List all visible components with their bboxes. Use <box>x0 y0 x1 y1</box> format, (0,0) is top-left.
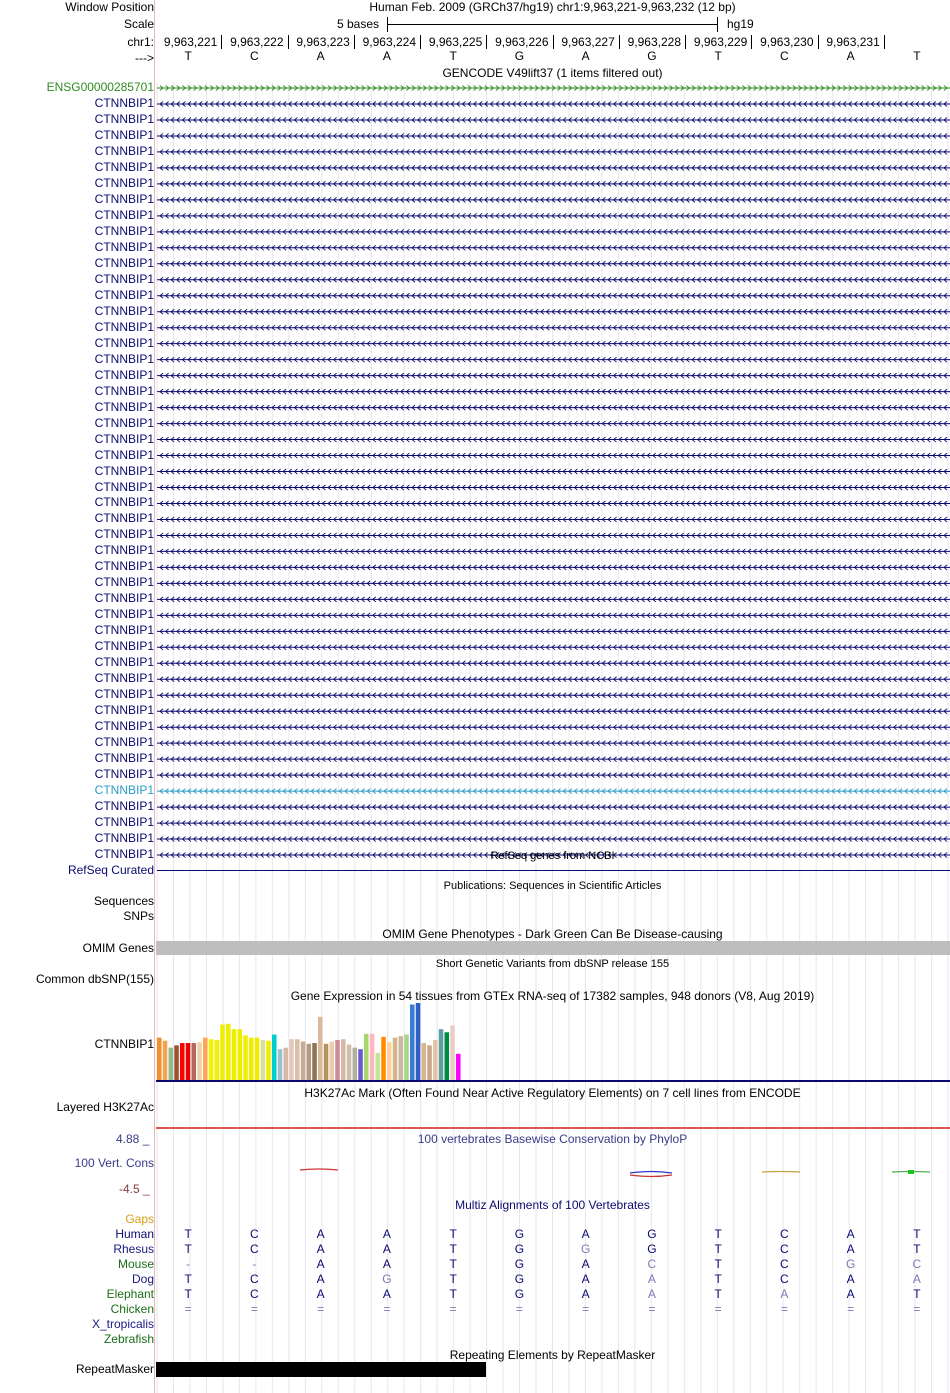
base-letter: A <box>846 49 855 63</box>
ctnnbip1-transcript-label[interactable]: CTNNBIP1 <box>94 335 154 350</box>
alignment-base: T <box>714 1242 722 1256</box>
ruler-position: 9,963,229 <box>693 35 748 49</box>
ctnnbip1-transcript-label[interactable]: CTNNBIP1 <box>94 751 154 766</box>
alignment-base: A <box>581 1287 590 1301</box>
alignment-base: A <box>581 1272 590 1286</box>
alignment-base: A <box>846 1272 855 1286</box>
species-label[interactable]: X_tropicalis <box>91 1317 154 1331</box>
chrom-label: chr1: <box>127 35 154 49</box>
base-letter: A <box>316 49 325 63</box>
h3k27ac-track-title: H3K27Ac Mark (Often Found Near Active Regulatory Elements) on 7 cell lines from ENCODE <box>304 1086 801 1100</box>
ctnnbip1-transcript-label[interactable]: CTNNBIP1 <box>94 655 154 670</box>
ctnnbip1-transcript-label-highlighted[interactable]: CTNNBIP1 <box>94 783 154 798</box>
gaps-label[interactable]: Gaps <box>125 1212 154 1226</box>
alignment-base: G <box>580 1242 591 1256</box>
ctnnbip1-transcript-label[interactable]: CTNNBIP1 <box>94 239 154 254</box>
alignment-base: T <box>913 1242 921 1256</box>
alignment-base: C <box>912 1257 922 1271</box>
ctnnbip1-transcript-label[interactable]: CTNNBIP1 <box>94 719 154 734</box>
ctnnbip1-transcript-label[interactable]: CTNNBIP1 <box>94 671 154 686</box>
repeatmasker-track-title: Repeating Elements by RepeatMasker <box>449 1348 656 1362</box>
alignment-base: T <box>913 1227 921 1241</box>
alignment-base: = <box>847 1302 855 1316</box>
dbsnp-track-title: Short Genetic Variants from dbSNP release 155 <box>435 958 670 970</box>
alignment-base: G <box>514 1272 525 1286</box>
ctnnbip1-transcript-label[interactable]: CTNNBIP1 <box>94 687 154 702</box>
ctnnbip1-transcript-label[interactable]: CTNNBIP1 <box>94 703 154 718</box>
alignment-base: G <box>514 1287 525 1301</box>
ruler-tick <box>685 35 686 49</box>
species-label[interactable]: Chicken <box>110 1302 154 1316</box>
ctnnbip1-transcript-label[interactable]: CTNNBIP1 <box>94 639 154 654</box>
alignment-base: T <box>449 1257 457 1271</box>
ctnnbip1-transcript-label[interactable]: CTNNBIP1 <box>94 447 154 462</box>
repeatmasker-label[interactable]: RepeatMasker <box>75 1362 154 1376</box>
ruler-position: 9,963,224 <box>362 35 416 49</box>
alignment-base: C <box>780 1227 789 1241</box>
alignment-base: = <box>780 1302 788 1316</box>
alignment-base: G <box>647 1242 657 1256</box>
ruler-tick <box>221 35 222 49</box>
alignment-base: T <box>714 1257 722 1271</box>
ctnnbip1-transcript-label[interactable]: CTNNBIP1 <box>94 591 154 606</box>
assembly-position-title: Human Feb. 2009 (GRCh37/hg19) chr1:9,963,221-9,963,232 (12 bp) <box>369 0 736 14</box>
alignment-base: C <box>250 1227 259 1241</box>
ctnnbip1-transcript-label[interactable]: CTNNBIP1 <box>94 399 154 414</box>
alignment-base: A <box>581 1227 590 1241</box>
ruler-tick <box>751 35 752 49</box>
species-label[interactable]: Mouse <box>117 1257 154 1271</box>
alignment-base: = <box>184 1302 192 1316</box>
ctnnbip1-transcript-label[interactable]: CTNNBIP1 <box>94 511 154 526</box>
alignment-base: = <box>449 1302 457 1316</box>
phylop-max-label: 4.88 _ <box>116 1132 150 1146</box>
ruler-tick <box>486 35 487 49</box>
scale-label: Scale <box>123 17 154 31</box>
alignment-base: A <box>647 1272 656 1286</box>
ctnnbip1-transcript-label[interactable]: CTNNBIP1 <box>94 319 154 334</box>
ctnnbip1-transcript-label[interactable]: CTNNBIP1 <box>94 735 154 750</box>
alignment-base: T <box>449 1287 457 1301</box>
ruler-position: 9,963,227 <box>561 35 615 49</box>
base-letter: G <box>514 49 525 63</box>
common-dbsnp-label[interactable]: Common dbSNP(155) <box>35 972 154 986</box>
multiz-track-title: Multiz Alignments of 100 Vertebrates <box>455 1198 650 1212</box>
alignment-base: A <box>316 1227 325 1241</box>
ctnnbip1-transcript-label[interactable]: CTNNBIP1 <box>94 415 154 430</box>
ctnnbip1-transcript-label[interactable]: CTNNBIP1 <box>94 495 154 510</box>
alignment-base: A <box>846 1227 855 1241</box>
refseq-gene-line[interactable] <box>157 870 950 871</box>
alignment-base: = <box>648 1302 656 1316</box>
alignment-base: A <box>846 1287 855 1301</box>
scale-text: 5 bases <box>337 17 380 31</box>
alignment-base: A <box>382 1257 391 1271</box>
species-label[interactable]: Rhesus <box>113 1242 154 1256</box>
alignment-base: = <box>913 1302 921 1316</box>
alignment-base: A <box>316 1287 325 1301</box>
ctnnbip1-transcript-label[interactable]: CTNNBIP1 <box>94 831 154 846</box>
alignment-base: = <box>714 1302 722 1316</box>
ctnnbip1-transcript-label[interactable]: CTNNBIP1 <box>94 111 154 126</box>
alignment-base: A <box>846 1242 855 1256</box>
alignment-base: A <box>316 1242 325 1256</box>
ruler-position: 9,963,225 <box>428 35 483 49</box>
ctnnbip1-transcript-label[interactable]: CTNNBIP1 <box>94 287 154 302</box>
base-letter: T <box>913 49 921 63</box>
ruler-position: 9,963,222 <box>230 35 284 49</box>
gtex-track-title: Gene Expression in 54 tissues from GTEx RNA-seq of 17382 samples, 948 donors (V8, Aug 2019) <box>290 989 815 1003</box>
sequences-label[interactable]: Sequences <box>93 894 154 908</box>
ruler-position: 9,963,230 <box>760 35 814 49</box>
alignment-base: T <box>913 1287 921 1301</box>
refseq-track-title: RefSeq genes from NCBI <box>490 850 615 862</box>
repeatmasker-element[interactable] <box>156 1362 486 1377</box>
ctnnbip1-transcript-label[interactable]: CTNNBIP1 <box>94 255 154 270</box>
ctnnbip1-transcript-label[interactable]: CTNNBIP1 <box>94 847 154 862</box>
omim-track-title: OMIM Gene Phenotypes - Dark Green Can Be Disease-causing <box>382 927 723 941</box>
alignment-base: T <box>449 1227 457 1241</box>
alignment-base: = <box>383 1302 391 1316</box>
alignment-base: A <box>382 1227 391 1241</box>
alignment-base: = <box>515 1302 523 1316</box>
alignment-base: = <box>317 1302 325 1316</box>
alignment-base: C <box>250 1287 259 1301</box>
alignment-base: A <box>647 1287 656 1301</box>
alignment-base: C <box>250 1272 259 1286</box>
alignment-base: = <box>582 1302 590 1316</box>
ruler-position: 9,963,228 <box>627 35 681 49</box>
ruler-tick <box>420 35 421 49</box>
species-label[interactable]: Zebrafish <box>103 1332 154 1346</box>
base-letter: C <box>780 49 789 63</box>
base-letter: A <box>581 49 590 63</box>
ctnnbip1-transcript-label[interactable]: CTNNBIP1 <box>94 543 154 558</box>
ctnnbip1-transcript-label[interactable]: CTNNBIP1 <box>94 351 154 366</box>
base-letter: G <box>647 49 657 63</box>
alignment-base: A <box>780 1287 789 1301</box>
species-label[interactable]: Elephant <box>106 1287 154 1301</box>
omim-gene-bar[interactable] <box>156 941 950 955</box>
alignment-base: - <box>252 1257 257 1271</box>
alignment-base: T <box>714 1287 722 1301</box>
scale-bar <box>387 24 718 25</box>
ctnnbip1-transcript-label[interactable]: CTNNBIP1 <box>94 127 154 142</box>
vert-cons-label[interactable]: 100 Vert. Cons <box>74 1156 154 1170</box>
alignment-base: A <box>316 1272 325 1286</box>
scale-bar-right-tick <box>717 17 718 32</box>
species-label[interactable]: Dog <box>131 1272 154 1286</box>
alignment-base: T <box>714 1272 722 1286</box>
omim-genes-label[interactable]: OMIM Genes <box>82 941 154 955</box>
ctnnbip1-transcript-label[interactable]: CTNNBIP1 <box>94 159 154 174</box>
alignment-base: G <box>647 1227 657 1241</box>
ctnnbip1-transcript-label[interactable]: CTNNBIP1 <box>94 559 154 574</box>
ruler-tick <box>884 35 885 49</box>
gtex-gene-label[interactable]: CTNNBIP1 <box>94 1037 154 1051</box>
ctnnbip1-transcript-label[interactable]: CTNNBIP1 <box>94 383 154 398</box>
alignment-base: G <box>514 1227 525 1241</box>
alignment-base: G <box>382 1272 392 1286</box>
ruler-tick <box>818 35 819 49</box>
alignment-base: T <box>184 1242 192 1256</box>
ruler-position: 9,963,223 <box>296 35 350 49</box>
ctnnbip1-transcript-label[interactable]: CTNNBIP1 <box>94 95 154 110</box>
alignment-base: T <box>449 1272 457 1286</box>
alignment-base: = <box>250 1302 258 1316</box>
base-letter: A <box>382 49 391 63</box>
alignment-base: T <box>184 1287 192 1301</box>
alignment-base: C <box>780 1257 789 1271</box>
ctnnbip1-transcript-label[interactable]: CTNNBIP1 <box>94 191 154 206</box>
phylop-min-label: -4.5 _ <box>119 1182 150 1196</box>
publications-track-title: Publications: Sequences in Scientific Articles <box>443 880 662 892</box>
ctnnbip1-transcript-label[interactable]: CTNNBIP1 <box>94 479 154 494</box>
alignment-base: G <box>514 1257 525 1271</box>
ctnnbip1-transcript-label[interactable]: CTNNBIP1 <box>94 207 154 222</box>
ctnnbip1-transcript-label[interactable]: CTNNBIP1 <box>94 575 154 590</box>
alignment-base: T <box>449 1242 457 1256</box>
ctnnbip1-transcript-label[interactable]: CTNNBIP1 <box>94 527 154 542</box>
ctnnbip1-transcript-label[interactable]: CTNNBIP1 <box>94 367 154 382</box>
alignment-base: A <box>382 1287 391 1301</box>
ctnnbip1-transcript-label[interactable]: CTNNBIP1 <box>94 607 154 622</box>
ruler-tick <box>553 35 554 49</box>
ruler-tick <box>354 35 355 49</box>
alignment-base: C <box>647 1257 657 1271</box>
alignment-base: C <box>250 1242 259 1256</box>
alignment-base: G <box>514 1242 525 1256</box>
gtex-baseline <box>156 1080 950 1082</box>
window-position-label: Window Position <box>65 0 154 14</box>
base-letter: C <box>250 49 259 63</box>
alignment-base: C <box>780 1272 789 1286</box>
alignment-base: A <box>382 1242 391 1256</box>
ruler-position: 9,963,226 <box>495 35 549 49</box>
db-label: hg19 <box>727 17 754 31</box>
ensg-transcript-label[interactable]: ENSG00000285701 <box>46 80 154 94</box>
alignment-base: - <box>186 1257 191 1271</box>
alignment-base: T <box>184 1272 192 1286</box>
ctnnbip1-transcript-label[interactable]: CTNNBIP1 <box>94 303 154 318</box>
ctnnbip1-transcript-label[interactable]: CTNNBIP1 <box>94 223 154 238</box>
alignment-base: T <box>714 1227 722 1241</box>
ruler-tick <box>619 35 620 49</box>
snps-label[interactable]: SNPs <box>123 909 154 923</box>
ctnnbip1-transcript-label[interactable]: CTNNBIP1 <box>94 175 154 190</box>
alignment-base: C <box>780 1242 789 1256</box>
alignment-base: G <box>845 1257 856 1271</box>
layered-h3k27ac-label[interactable]: Layered H3K27Ac <box>56 1100 154 1114</box>
ruler-position: 9,963,231 <box>826 35 880 49</box>
ctnnbip1-transcript-label[interactable]: CTNNBIP1 <box>94 799 154 814</box>
refseq-curated-label[interactable]: RefSeq Curated <box>67 863 154 877</box>
h3k27ac-signal[interactable] <box>156 1127 950 1129</box>
ctnnbip1-transcript-label[interactable]: CTNNBIP1 <box>94 431 154 446</box>
ctnnbip1-transcript-label[interactable]: CTNNBIP1 <box>94 815 154 830</box>
ruler-position: 9,963,221 <box>163 35 218 49</box>
ctnnbip1-transcript-label[interactable]: CTNNBIP1 <box>94 463 154 478</box>
species-label[interactable]: Human <box>115 1227 154 1241</box>
alignment-base: A <box>912 1272 921 1286</box>
ctnnbip1-transcript-label[interactable]: CTNNBIP1 <box>94 623 154 638</box>
ctnnbip1-transcript-label[interactable]: CTNNBIP1 <box>94 767 154 782</box>
ctnnbip1-transcript-label[interactable]: CTNNBIP1 <box>94 143 154 158</box>
phylop-track-title: 100 vertebrates Basewise Conservation by PhyloP <box>417 1132 688 1146</box>
scale-bar-left-tick <box>387 17 388 32</box>
base-letter: T <box>449 49 457 63</box>
alignment-base: T <box>184 1227 192 1241</box>
base-letter: T <box>714 49 722 63</box>
base-letter: T <box>184 49 192 63</box>
ctnnbip1-transcript-label[interactable]: CTNNBIP1 <box>94 271 154 286</box>
gencode-track-title: GENCODE V49lift37 (1 items filtered out) <box>442 66 663 80</box>
strand-label: ---> <box>135 51 154 65</box>
label-column-divider <box>154 0 155 1393</box>
alignment-base: A <box>581 1257 590 1271</box>
alignment-base: A <box>316 1257 325 1271</box>
ruler-tick <box>288 35 289 49</box>
